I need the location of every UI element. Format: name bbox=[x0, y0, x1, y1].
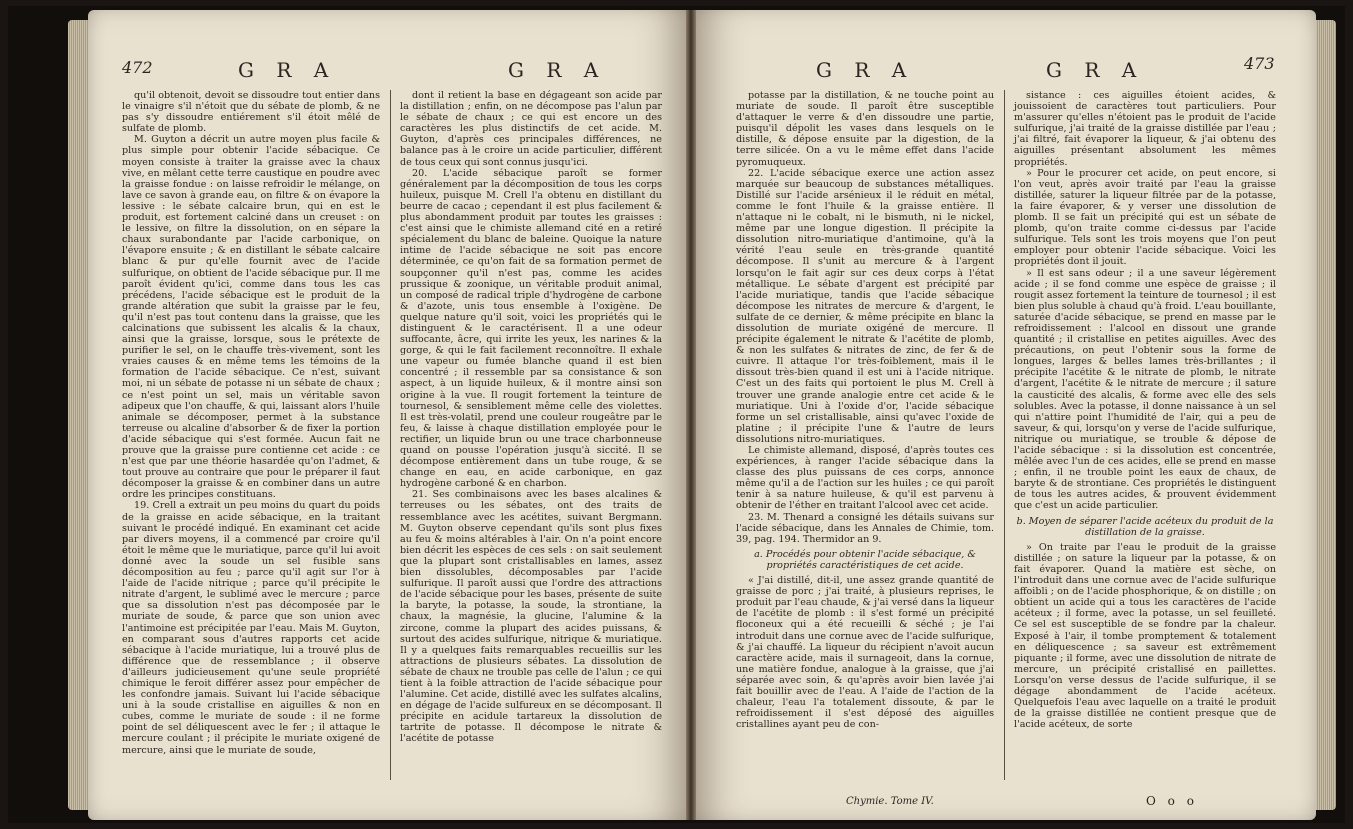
right-page bbox=[696, 10, 1316, 820]
right-column-2-after bbox=[1014, 542, 1276, 731]
page-footer: Chymie. Tome IV. bbox=[846, 796, 934, 807]
left-column-1 bbox=[122, 90, 380, 756]
left-page-number: 472 bbox=[122, 58, 153, 77]
right-column-2 bbox=[1014, 90, 1276, 730]
paragraph: M. Guyton a décrit un autre moyen plus facile & plus simple pour obtenir l'acide sébacique. Ce moyen consiste à traiter la graisse avec la chaux vive, en mêlant cette terre caustique en poudre avec la graisse fondue : on laisse refroidir le mélange, on lave ce savon à grande eau, on filtre & on évapore la lessive : le sébate calcaire brun, qui en est le produit, est fortement calciné dans un creuset : on le lessive, on filtre la dissolution, on en sépare la chaux surabondante par l'acide carbonique, on l'évapore ensuite ; & en distillant le sébate calcaire blanc & pur qu'elle fournit avec de l'acide sulfurique, on obtient de l'acide sébacique pur. Il me paroît évident qu'ici, comme dans tous les cas précédens, l'acide sébacique est le produit de la grande altération que subit la graisse par le feu, qu'il n'est pas tout contenu dans la graisse, que les calcinations que subissent les alcalis & la chaux, ainsi que la graisse, lorsque, sous le prétexte de purifier le sel, on le chauffe très-vivement, sont les vraies causes & en même tems les témoins de la formation de l'acide sébacique. Ce n'est, suivant moi, ni un sébate de potasse ni un sébate de chaux ; ce n'est point un sel, mais un véritable savon adipeux que l'on chauffe, & qui, laissant alors l'huile animale se décomposer, permet à la substance terreuse ou alcaline d'absorber & de fixer la portion d'acide sébacique qui s'est formée. Aucun fait ne prouve que la graisse pure contienne cet acide : ce n'est que par une théorie hasardée qu'on l'admet, & tout prouve au contraire que pour le préparer il faut décomposer la graisse & en combiner dans un autre ordre les principes constituans. bbox=[122, 134, 380, 501]
signature-mark: O o o bbox=[1146, 794, 1198, 808]
right-column-1-body bbox=[736, 90, 994, 545]
paragraph: qu'il obtenoit, devoit se dissoudre tout entier dans le vinaigre s'il n'étoit que du sébate de plomb, & ne pas s'y dissoudre entiérement s'il étoit mêlé de sulfate de plomb. bbox=[122, 90, 380, 135]
paragraph: « J'ai distillé, dit-il, une assez grande quantité de graisse de porc ; j'ai traité, à plusieurs reprises, le produit par l'eau chaude, & j'ai versé dans la liqueur de l'acétite de plomb : il s'est formé un précipité floconeux qui a été recueilli & séché ; je l'ai introduit dans une cornue avec de l'acide sulfurique, & j'ai chauffé. La liqueur du récipient n'avoit aucun caractère acide, mais il surnageoit, dans la cornue, une matière fondue, analogue à la graisse, que j'ai séparée avec soin, & qu'après avoir bien lavée j'ai fait bouillir avec de l'eau. A l'aide de l'action de la chaleur, l'eau l'a totalement dissoute, & par le refroidissement il s'est déposé des aiguilles cristallines ayant peu de con- bbox=[736, 575, 994, 731]
section-heading-b: b. Moyen de séparer l'acide acéteux du produit de la distillation de la graisse. bbox=[1016, 515, 1274, 538]
book-spread bbox=[8, 6, 1345, 823]
paragraph: dont il retient la base en dégageant son acide par la distillation ; enfin, on ne décompose pas l'alun par le sébate de chaux ; ce qui est encore un des caractères les plus distinctifs de cet acide. M. Guyton, d'après ces principales différences, ne balance pas à le croire un acide particulier, différent de tous ceux qui sont connus jusqu'ici. bbox=[400, 90, 662, 168]
left-column-2 bbox=[400, 90, 662, 745]
paragraph: » Il est sans odeur ; il a une saveur légèrement acide ; il se fond comme une espèce de graisse ; il rougit assez fortement la teinture de tournesol ; il est bien plus soluble à chaud qu'à froid. L'eau bouillante, saturée d'acide sébacique, se prend en masse par le refroidissement : l'alcool en dissout une grande quantité ; il cristallise en petites aiguilles. Avec des précautions, on peut l'obtenir sous la forme de longues, larges & belles lames très-brillantes ; il précipite l'acétite & le nitrate de plomb, le nitrate d'argent, l'acétite & le nitrate de mercure ; il sature la causticité des alcalis, & forme avec elle des sels solubles. Avec la potasse, il donne naissance à un sel qui n'attire point l'humidité de l'air, qui a peu de saveur, & qui, lorsqu'on y verse de l'acide sulfurique, nitrique ou muriatique, se trouble & dépose de l'acide sébacique : si la dissolution est concentrée, mêlée avec l'un de ces acides, elle se prend en masse ; enfin, il ne trouble point les eaux de chaux, de baryte & de strontiane. Ces propriétés le distinguent de tous les autres acides, & prouvent évidemment que c'est un acide particulier. bbox=[1014, 267, 1276, 512]
paragraph: 21. Ses combinaisons avec les bases alcalines & terreuses ou les sébates, ont des traits de ressemblance avec les acétites, suivant Bergmann. M. Guyton observe cependant qu'ils sont plus fixes au feu & moins altérables à l'air. On n'a point encore bien décrit les espèces de ces sels : on sait seulement que la plupart sont cristallisables en lames, assez bien dissolubles, décomposables par l'acide sulfurique. Il paroît aussi que l'ordre des attractions de l'acide sébacique pour les bases, présente de suite la baryte, la potasse, la soude, la strontiane, la chaux, la magnésie, la glucine, l'alumine & la zircone, comme la plupart des acides puissans, & surtout des acides sulfurique, nitrique & muriatique. Il y a quelques faits remarquables recueillis sur les attractions de plusieurs sébates. La dissolution de sébate de chaux ne trouble pas celle de l'alun ; ce qui tient à la foible attraction de l'acide sébacique pour l'alumine. Cet acide, distillé avec les sulfates alcalins, en dégage de l'acide sulfureux en se décomposant. Il précipite en acidule tartareux la dissolution de tartrite de potasse. Il décompose le nitrate & l'acétite de potasse bbox=[400, 489, 662, 745]
right-column-1 bbox=[736, 90, 994, 730]
paragraph: 22. L'acide sébacique exerce une action assez marquée sur beaucoup de substances métalliques. Distillé sur l'acide arsénieux il le réduit en métal, comme le font l'huile & la graisse entière. Il n'attaque ni le cobalt, ni le bismuth, ni le nickel, même par une longue digestion. Il précipite la dissolution nitro-muriatique d'antimoine, qu'à la vérité l'eau seule en très-grande quantité décompose. Il s'unit au mercure & à l'argent lorsqu'on le fait agir sur ces deux corps à l'état métallique. Le sébate d'argent est précipité par l'acide muriatique, tandis que l'acide sébacique décompose les nitrates de mercure & d'argent, le sulfate de ce dernier, & même précipite en blanc la dissolution de muriate oxigéné de mercure. Il précipite également le nitrate & l'acétite de plomb, & non les sulfates & nitrates de zinc, de fer & de cuivre. Il attaque l'or très-foiblement, mais il le dissout très-bien quand il est uni à l'acide nitrique. C'est un des faits qui portoient le plus M. Crell à trouver une grande analogie entre cet acide & le muriatique. Uni à l'oxide d'or, l'acide sébacique forme un sel cristallisable, ainsi qu'avec l'oxide de platine ; il précipite l'une & l'autre de leurs dissolutions nitro-muriatiques. bbox=[736, 167, 994, 445]
left-header-left: G R A bbox=[238, 58, 337, 82]
paragraph: » On traite par l'eau le produit de la graisse distillée ; on sature la liqueur par la potasse, & on fait évaporer. Quand la matière est sèche, on l'introduit dans une cornue avec de l'acide sulfurique affoibli ; on de l'acide phosphorique, & on distille ; on obtient un acide qui a tous les caractères de l'acide acéteux ; il forme, avec la potasse, un sel feuilleté. Ce sel est susceptible de se fondre par la chaleur. Exposé à l'air, il tombe promptement & totalement en déliquescence ; sa saveur est extrêmement piquante ; il forme, avec une dissolution de nitrate de mercure, un précipité cristallisé en paillettes. Lorsqu'on verse dessus de l'acide sulfurique, il se dégage abondamment de l'acide acéteux. Quelquefois l'eau avec laquelle on a traité le produit de la graisse distillée ne contient presque que de l'acide acéteux, de sorte bbox=[1014, 541, 1276, 731]
right-header-left: G R A bbox=[816, 58, 915, 82]
left-header-right: G R A bbox=[508, 58, 607, 82]
right-page-edges bbox=[1314, 20, 1336, 810]
paragraph: Le chimiste allemand, disposé, d'après toutes ces expériences, à ranger l'acide sébacique dans la classe des plus puissans de ces corps, annonce même qu'il a de l'action sur les huiles ; ce qui paroît tenir à sa nature huileuse, & qu'il est parvenu à obtenir de l'éther en traitant l'alcool avec cet acide. bbox=[736, 445, 994, 512]
left-page bbox=[88, 10, 686, 820]
right-header-right: G R A bbox=[1046, 58, 1145, 82]
paragraph: potasse par la distillation, & ne touche point au muriate de soude. Il paroît être susceptible d'attaquer le verre & d'en dissoudre une partie, puisqu'il dépolit les vases dans lesquels on le distille, & dépose ensuite par la digestion, de la terre silicée. On a vu le même effet dans l'acide pyromuqueux. bbox=[736, 90, 994, 168]
paragraph: » Pour le procurer cet acide, on peut encore, si l'on veut, après avoir traité par l'eau la graisse distillée, saturer la liqueur filtrée par de la potasse, la faire évaporer, & y verser une dissolution de plomb. Il se fait un précipité qui est un sébate de plomb, qu'on traite comme ci-dessus par l'acide sulfurique. Tels sont les trois moyens que l'on peut employer pour obtenir l'acide sébacique. Voici les propriétés dont il jouit. bbox=[1014, 167, 1276, 268]
right-column-1-after bbox=[736, 575, 994, 730]
paragraph: 19. Crell a extrait un peu moins du quart du poids de la graisse en acide sébacique, en la traitant suivant le procédé indiqué. En examinant cet acide par divers moyens, il a commencé par croire qu'il étoit le même que le muriatique, parce qu'il lui avoit donné avec la soude un sel fusible sans décomposition au feu ; parce qu'il agit sur l'or à l'aide de l'acide nitrique ; parce qu'il précipite le nitrate d'argent, le sublimé avec le mercure ; parce que sa dissolution n'est pas décomposée par le muriate de soude, & parce que son union avec l'antimoine est précipitée par l'eau. Mais M. Guyton, en comparant sous d'autres rapports cet acide sébacique à l'acide muriatique, lui a trouvé plus de différence que de ressemblance ; il observe d'ailleurs judicieusement qu'une seule propriété chimique le feroit différer assez pour empêcher de les confondre jamais. Suivant lui l'acide sébacique uni à la soude cristallise en aiguilles & non en cubes, comme le muriate de soude : il ne forme point de sel déliquescent avec le fer ; il attaque le mercure coulant ; il précipite le muriate oxigené de mercure, ainsi que le muriate de soude, bbox=[122, 500, 380, 756]
right-column-2-body bbox=[1014, 90, 1276, 512]
right-column-rule bbox=[1004, 90, 1005, 780]
section-heading-a: a. Procédés pour obtenir l'acide sébacique, & propriétés caractéristiques de cet acide. bbox=[754, 548, 976, 571]
paragraph: 20. L'acide sébacique paroît se former généralement par la décomposition de tous les corps huileux, puisque M. Crell l'a obtenu en distillant du beurre de cacao ; cependant il est plus facilement & plus abondamment produit par toutes les graisses : c'est ainsi que le chimiste allemand cité en a retiré spécialement du blanc de baleine. Quoique la nature intime de l'acide sébacique ne soit pas encore déterminée, ce qu'on fait de sa formation permet de soupçonner qu'il n'est pas, comme les acides prussique & zoonique, un véritable produit animal, un composé de radical triple d'hydrogène de carbone & d'azote, unis tous ensemble à l'oxigène. De quelque nature qu'il soit, voici les propriétés qui le distinguent & le caractérisent. Il a une odeur suffocante, âcre, qui irrite les yeux, les narines & la gorge, & qui le fait facilement reconnoître. Il exhale une vapeur ou fumée blanche quand il est bien concentré ; il ressemble par sa consistance & son aspect, à un liquide huileux, & il montre ainsi son origine à la vue. Il rougit fortement la teinture de tournesol, & sensiblement même celle des violettes. Il est très-volatil, prend une couleur rougeâtre par le feu, & laisse à chaque distillation employée pour le rectifier, un liquide brun ou une trace charbonneuse quand on pousse l'opération jusqu'à siccité. Il se décompose entièrement dans un tube rouge, & se change en eau, en acide carbonique, en gaz hydrogène carboné & en charbon. bbox=[400, 167, 662, 490]
right-page-number: 473 bbox=[1244, 54, 1275, 73]
left-column-rule bbox=[390, 90, 391, 780]
left-page-edges bbox=[68, 20, 90, 810]
book-gutter bbox=[686, 10, 696, 820]
paragraph: 23. M. Thenard a consigné les détails suivans sur l'acide sébacique, dans les Annales de Chimie, tom. 39, pag. 194. Thermidor an 9. bbox=[736, 511, 994, 545]
paragraph: sistance : ces aiguilles étoient acides, & jouissoient de caractères tout particuliers. Pour m'assurer qu'elles n'étoient pas le produit de l'acide sulfurique, j'ai traité de la graisse distillée par l'eau ; j'ai filtré, fait évaporer la liqueur, & j'ai obtenu des aiguilles présentant absolument les mêmes propriétés. bbox=[1014, 90, 1276, 168]
